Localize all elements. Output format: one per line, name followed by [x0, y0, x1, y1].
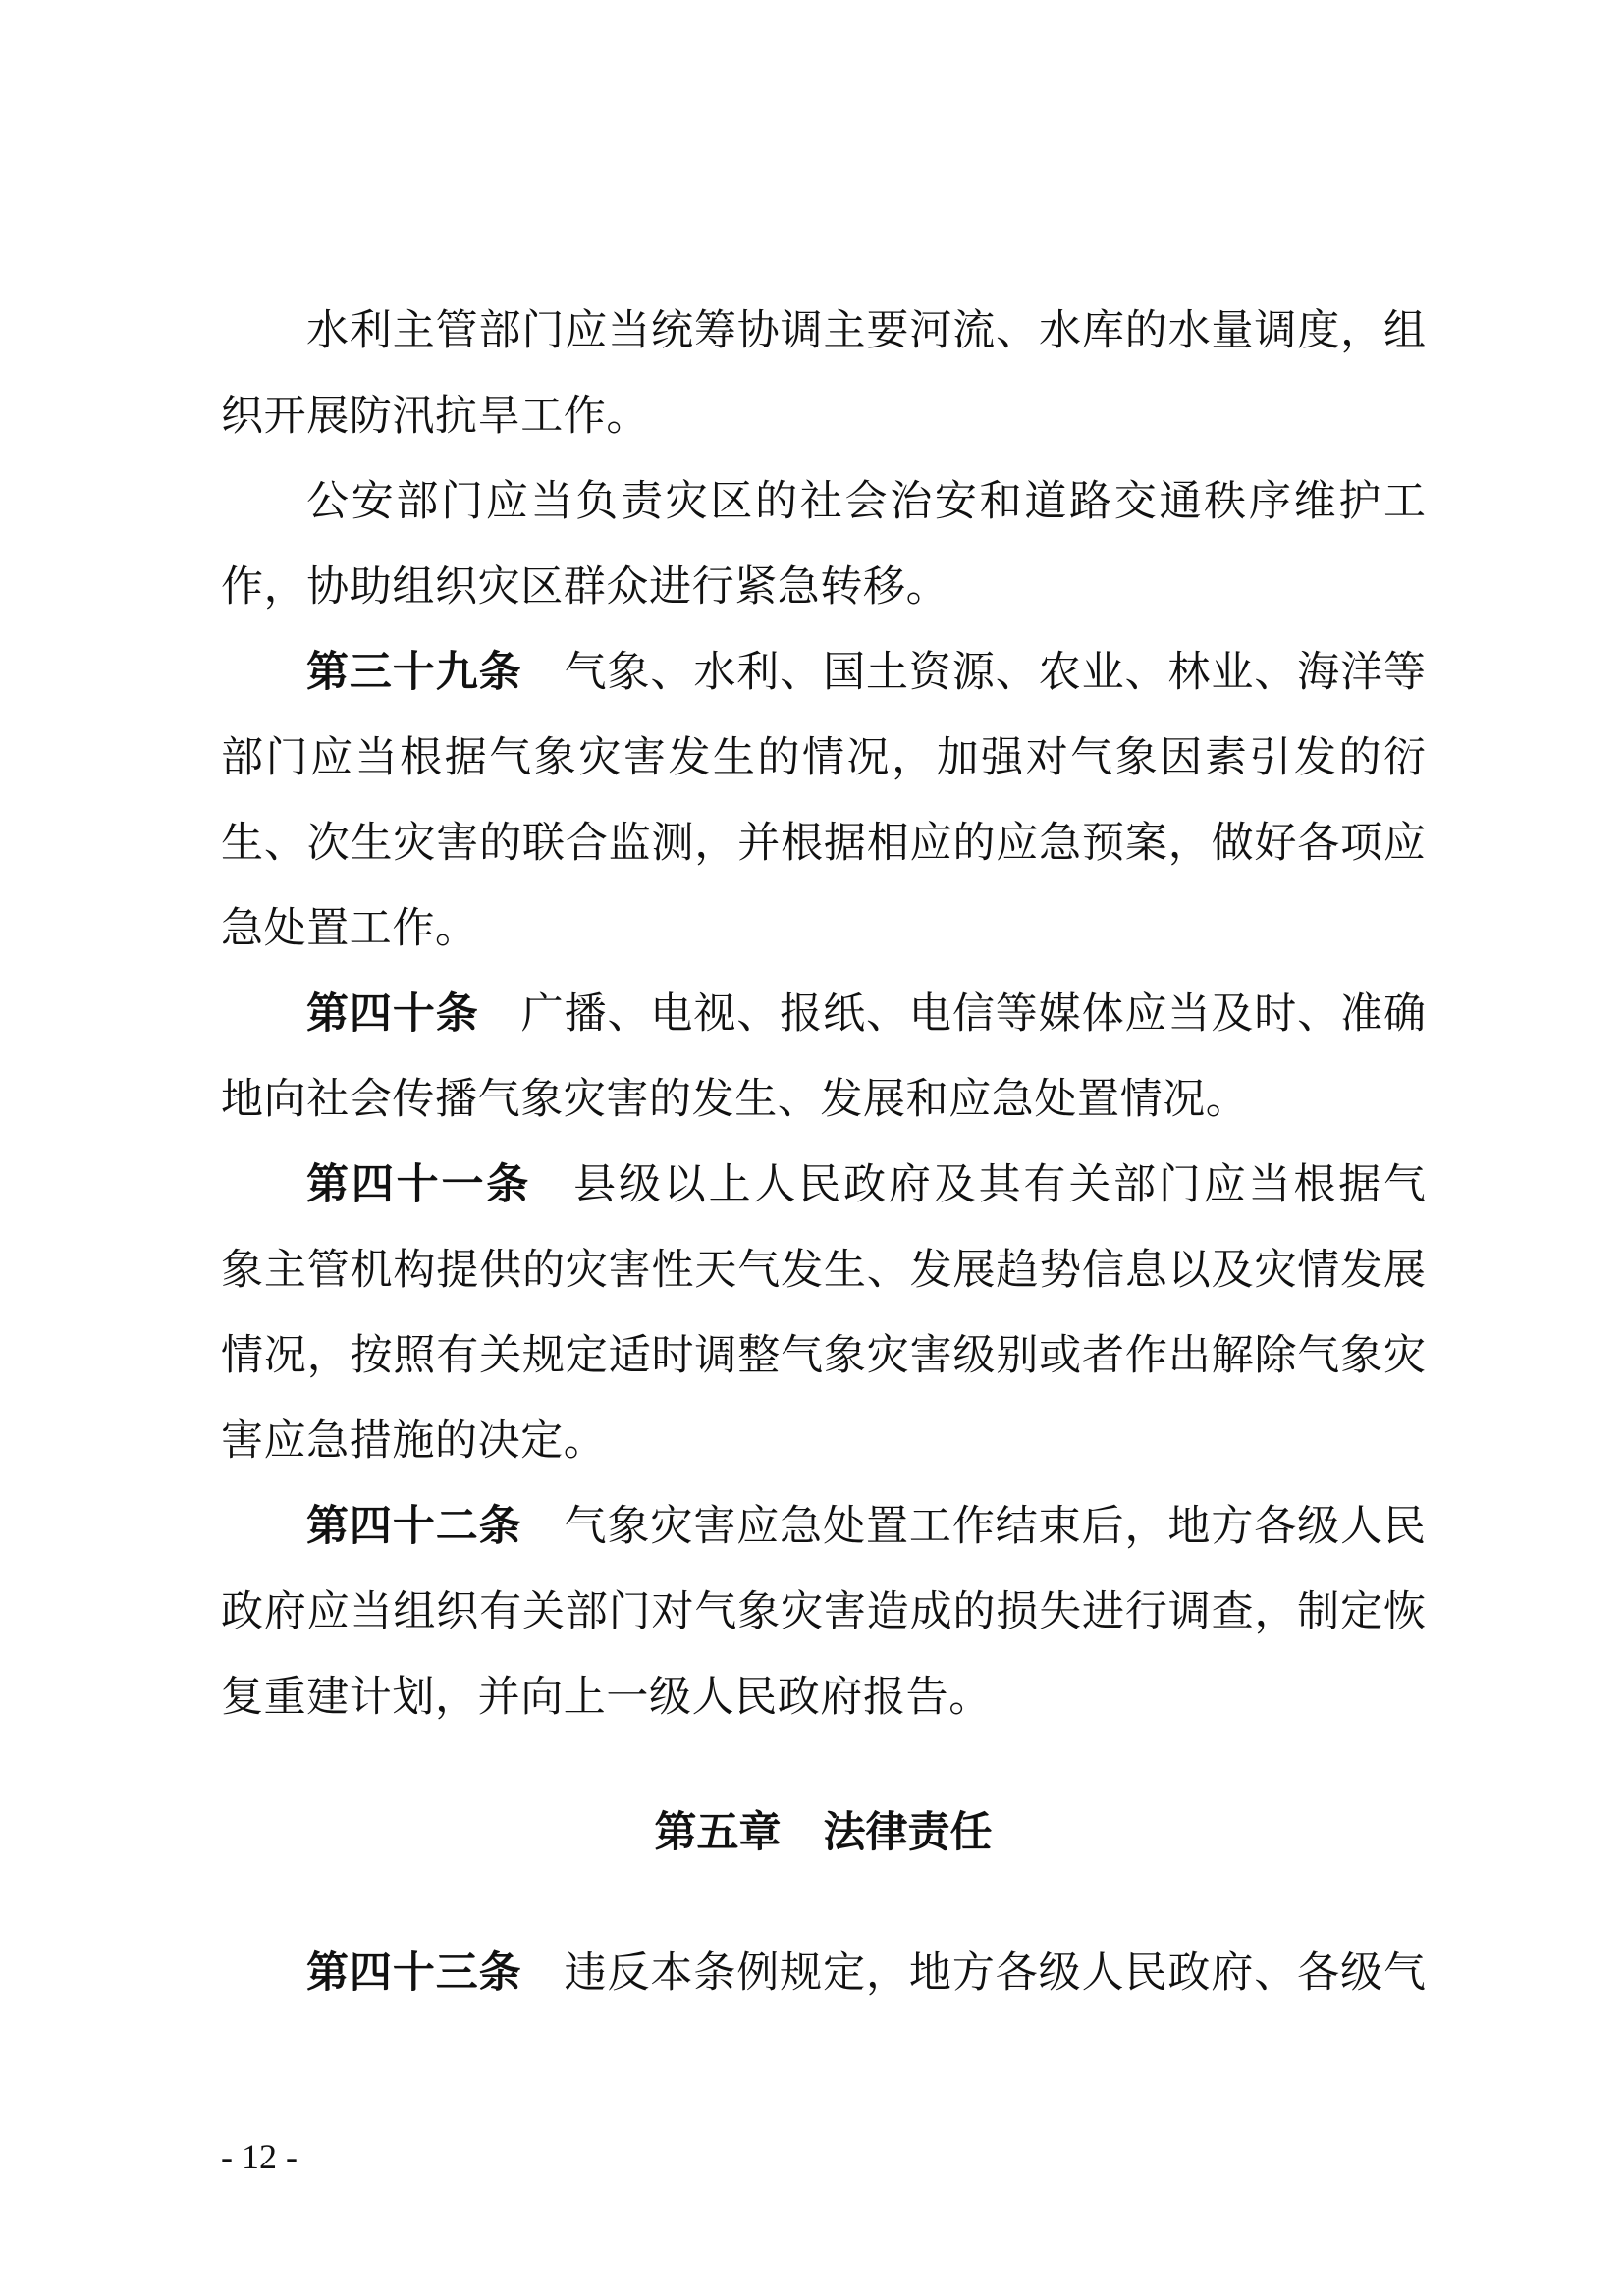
- article-label: 第四十三条: [306, 1949, 522, 1998]
- article-41-line-1: [221, 1143, 1426, 1228]
- article-label: 第四十一条: [306, 1160, 532, 1209]
- chapter-body-text: [221, 1931, 1426, 2016]
- paragraph-2-line-1: [221, 459, 1426, 545]
- paragraph-text: 复重建计划，并向上一级人民政府报告。: [221, 1673, 992, 1722]
- article-42-line-3: [221, 1655, 1426, 1740]
- article-43-line-1: [221, 1931, 1426, 2016]
- chapter-title: 法律责任: [823, 1808, 993, 1857]
- paragraph-1-line-2: [221, 374, 1426, 459]
- paragraph-text: 气象、水利、国土资源、农业、林业、海洋等: [564, 648, 1426, 697]
- paragraph-text: 地向社会传播气象灾害的发生、发展和应急处置情况。: [221, 1075, 1249, 1124]
- paragraph-text: 织开展防汛抗旱工作。: [221, 392, 649, 441]
- paragraph-text: 急处置工作。: [221, 904, 478, 953]
- chapter-heading: [221, 1790, 1426, 1876]
- paragraph-2-line-2: [221, 545, 1426, 630]
- article-41-line-3: [221, 1313, 1426, 1399]
- article-40-line-2: [221, 1057, 1426, 1143]
- article-39-line-4: [221, 886, 1426, 972]
- body-text: [221, 289, 1426, 1740]
- paragraph-text: 水利主管部门应当统筹协调主要河流、水库的水量调度，组: [306, 306, 1426, 355]
- paragraph-text: 作，协助组织灾区群众进行紧急转移。: [221, 562, 949, 612]
- page-number: - 12 -: [221, 2137, 298, 2176]
- article-39-line-1: [221, 630, 1426, 716]
- paragraph-text: 情况，按照有关规定适时调整气象灾害级别或者作出解除气象灾: [221, 1331, 1426, 1380]
- paragraph-text: 公安部门应当负责灾区的社会治安和道路交通秩序维护工: [306, 477, 1426, 526]
- article-label: 第四十条: [306, 989, 479, 1039]
- paragraph-text: 政府应当组织有关部门对气象灾害造成的损失进行调查，制定恢: [221, 1587, 1426, 1636]
- paragraph-text: 气象灾害应急处置工作结束后，地方各级人民: [564, 1502, 1426, 1551]
- article-42-line-1: [221, 1484, 1426, 1570]
- paragraph-text: 生、次生灾害的联合监测，并根据相应的应急预案，做好各项应: [221, 819, 1426, 868]
- chapter-number: 第五章: [654, 1808, 782, 1857]
- article-label: 第三十九条: [306, 648, 522, 697]
- article-39-line-2: [221, 716, 1426, 801]
- article-39-line-3: [221, 801, 1426, 886]
- article-41-line-2: [221, 1228, 1426, 1313]
- paragraph-text: 违反本条例规定，地方各级人民政府、各级气: [564, 1949, 1426, 1998]
- article-42-line-2: [221, 1570, 1426, 1655]
- paragraph-text: 广播、电视、报纸、电信等媒体应当及时、准确: [520, 989, 1426, 1039]
- article-41-line-4: [221, 1399, 1426, 1484]
- paragraph-text: 象主管机构提供的灾害性天气发生、发展趋势信息以及灾情发展: [221, 1246, 1426, 1295]
- paragraph-1-line-1: [221, 289, 1426, 374]
- article-40-line-1: [221, 972, 1426, 1057]
- article-label: 第四十二条: [306, 1502, 522, 1551]
- paragraph-text: 部门应当根据气象灾害发生的情况，加强对气象因素引发的衍: [221, 733, 1426, 782]
- paragraph-text: 县级以上人民政府及其有关部门应当根据气: [573, 1160, 1426, 1209]
- paragraph-text: 害应急措施的决定。: [221, 1416, 607, 1466]
